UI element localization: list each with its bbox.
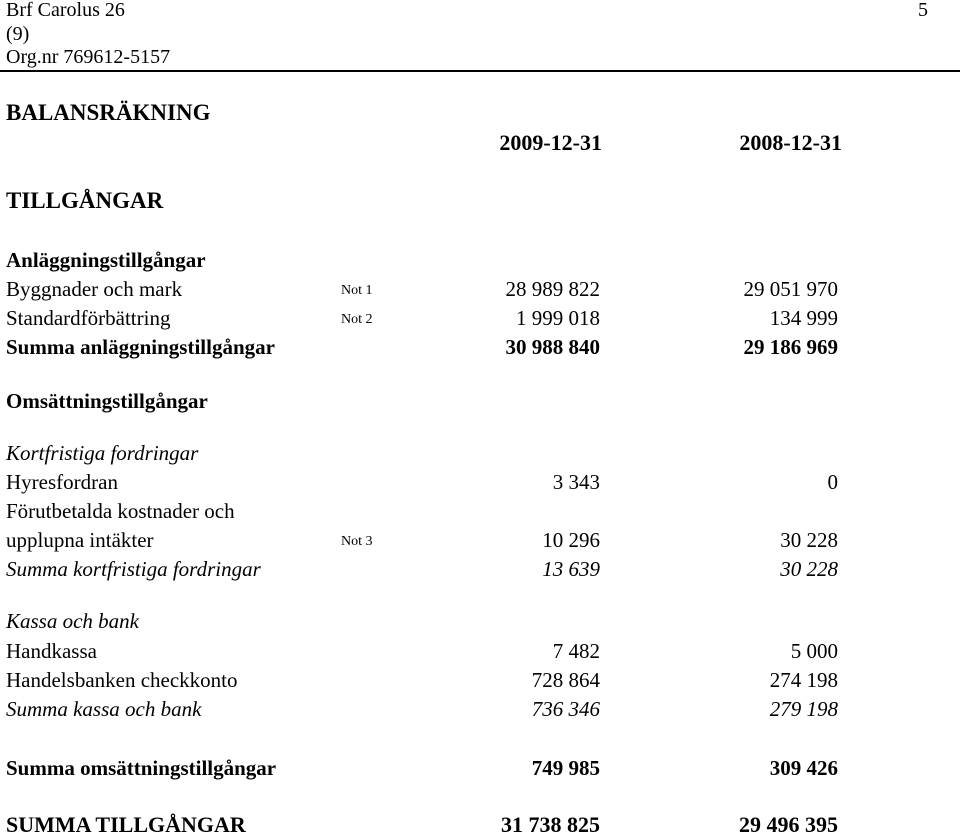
page-title: BALANSRÄKNING [6, 100, 211, 125]
value-2008: 274 198 [769, 668, 838, 692]
page-count: (9) [6, 23, 30, 45]
org-number: Org.nr 769612-5157 [6, 46, 171, 68]
value-2009: 1 999 018 [516, 306, 600, 330]
row-label: Summa kortfristiga fordringar [6, 557, 261, 581]
value-2008: 309 426 [769, 756, 838, 780]
sum-row [0, 696, 960, 722]
value-2008: 29 051 970 [743, 277, 838, 301]
value-2008: 279 198 [769, 697, 838, 721]
section-heading-tillgangar: TILLGÅNGAR [6, 188, 164, 213]
column-header-2009: 2009-12-31 [499, 130, 602, 155]
row-label: Förutbetalda kostnader och [6, 499, 235, 523]
value-2009: 736 346 [531, 697, 600, 721]
sum-row [0, 556, 960, 582]
table-row [0, 305, 960, 331]
value-2008: 134 999 [769, 306, 838, 330]
row-label: Summa kassa och bank [6, 697, 202, 721]
row-label: Handelsbanken checkkonto [6, 668, 238, 692]
row-label: Hyresfordran [6, 470, 118, 494]
value-2009: 3 343 [552, 470, 600, 494]
column-header-2008: 2008-12-31 [739, 130, 842, 155]
subsection-heading-kassa: Kassa och bank [6, 609, 139, 633]
value-2008: 30 228 [780, 528, 838, 552]
table-row [0, 527, 960, 553]
table-row [0, 498, 960, 524]
row-label: SUMMA TILLGÅNGAR [6, 812, 246, 837]
note-ref: Not 3 [341, 534, 373, 549]
subsection-heading-kortfristiga: Kortfristiga fordringar [6, 441, 199, 465]
table-row [0, 469, 960, 495]
table-row [0, 638, 960, 664]
value-2008: 29 496 395 [739, 812, 838, 837]
row-label: Byggnader och mark [6, 277, 183, 301]
org-name: Brf Carolus 26 [6, 0, 125, 21]
value-2008: 0 [827, 470, 838, 494]
row-label: Summa anläggningstillgångar [6, 335, 275, 359]
note-ref: Not 2 [341, 312, 373, 327]
value-2009: 749 985 [531, 756, 600, 780]
row-label: Handkassa [6, 639, 97, 663]
row-label: Summa omsättningstillgångar [6, 756, 277, 780]
sum-row [0, 334, 960, 360]
value-2009: 13 639 [542, 557, 600, 581]
section-heading-omsattning: Omsättningstillgångar [6, 389, 208, 413]
row-label: Standardförbättring [6, 306, 171, 330]
sum-row [0, 755, 960, 781]
value-2009: 28 989 822 [505, 277, 600, 301]
header-rule [0, 70, 960, 72]
value-2009: 31 738 825 [501, 812, 600, 837]
table-row [0, 276, 960, 302]
value-2008: 5 000 [790, 639, 838, 663]
page-number: 5 [918, 0, 928, 21]
value-2009: 10 296 [542, 528, 600, 552]
value-2009: 7 482 [552, 639, 600, 663]
section-heading-anlaggning: Anläggningstillgångar [6, 248, 206, 272]
total-row [0, 812, 960, 838]
value-2008: 29 186 969 [743, 335, 838, 359]
note-ref: Not 1 [341, 283, 373, 298]
value-2008: 30 228 [780, 557, 838, 581]
row-label: upplupna intäkter [6, 528, 154, 552]
table-row [0, 667, 960, 693]
value-2009: 30 988 840 [505, 335, 600, 359]
value-2009: 728 864 [531, 668, 600, 692]
